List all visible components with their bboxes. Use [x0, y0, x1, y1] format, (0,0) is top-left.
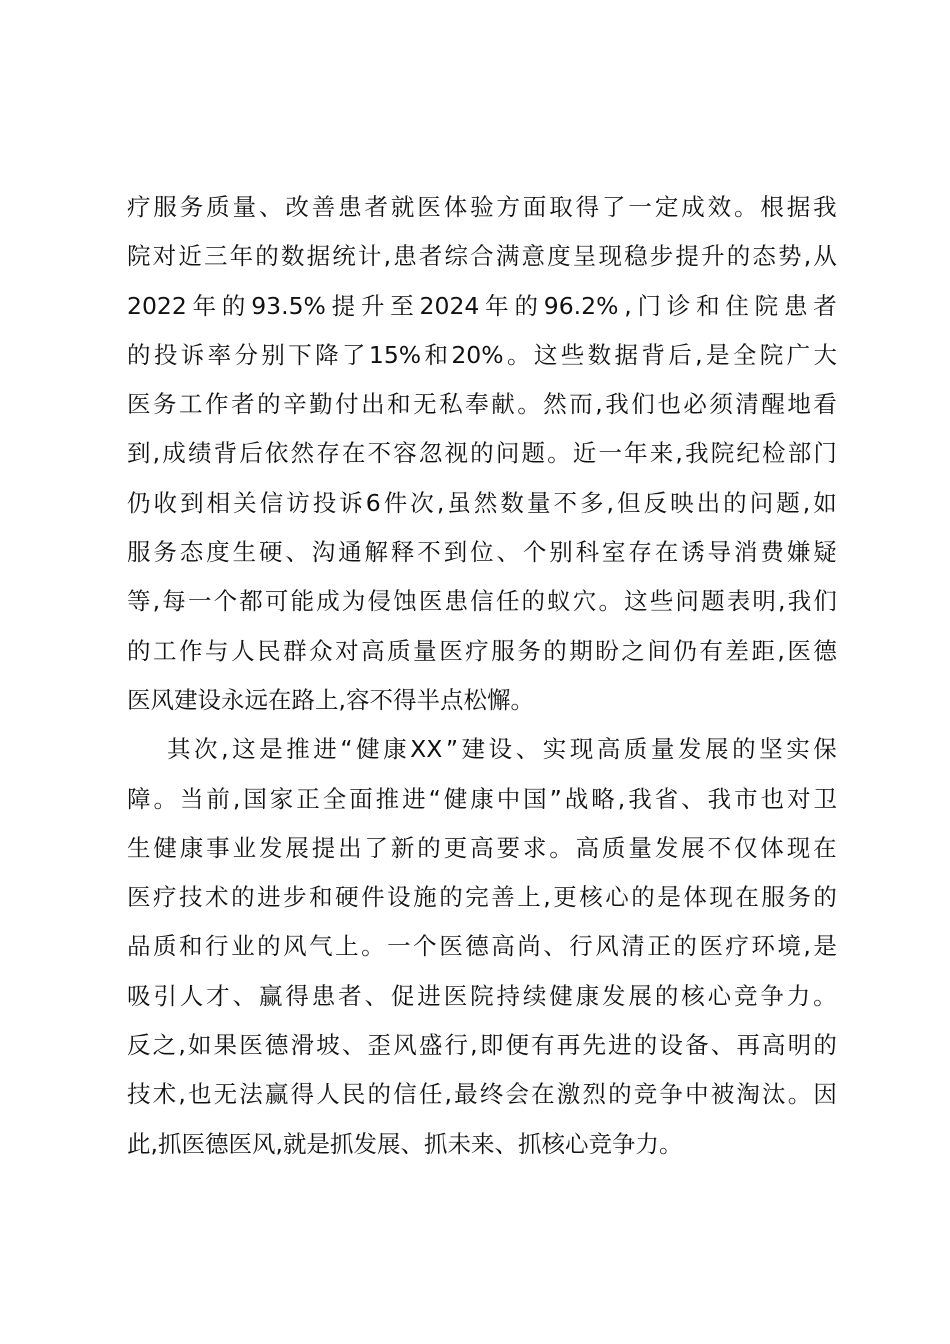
text-line: 到 , 成 绩 背 后 依 然 存 在 不 容 忽 视 的 问 题 。 近 一 年 来 , 我 院 纪 检 部 门: [127, 439, 837, 468]
text-line: 的 投 诉 率 分 别 下 降 了 15% 和 20% 。 这 些 数 据 背 后 , 是 全 院 广 大: [127, 340, 837, 369]
text-line: 反 之 , 如 果 医 德 滑 坡 、 歪 风 盛 行 , 即 便 有 再 先 进 的 设 备 、 再 高 明 的: [127, 1031, 837, 1060]
text-line: 仍 收 到 相 关 信 访 投 诉 6 件 次 , 虽 然 数 量 不 多 , 但 反 映 出 的 问 题 , 如: [127, 488, 837, 517]
text-line: 此 , 抓 医 德 医 风 , 就 是 抓 发 展 、 抓 未 来 、 抓 核 心 竞 争 力 。: [127, 1129, 683, 1158]
text-line: 技 术 , 也 无 法 赢 得 人 民 的 信 任 , 最 终 会 在 激 烈 的 竞 争 中 被 淘 汰 。 因: [127, 1080, 837, 1109]
body-text: [127, 183, 837, 1169]
text-line: 等 , 每 一 个 都 可 能 成 为 侵 蚀 医 患 信 任 的 蚁 穴 。 这 些 问 题 表 明 , 我 们: [127, 587, 837, 616]
text-line: 的 工 作 与 人 民 群 众 对 高 质 量 医 疗 服 务 的 期 盼 之 间 仍 有 差 距 , 医 德: [127, 636, 837, 665]
text-line: 其 次 , 这 是 推 进 “ 健 康 XX ” 建 设 、 实 现 高 质 量 发 展 的 坚 实 保: [167, 735, 837, 764]
text-line: 吸 引 人 才 、 赢 得 患 者 、 促 进 医 院 持 续 健 康 发 展 的 核 心 竞 争 力 。: [127, 981, 837, 1010]
text-line: 医 务 工 作 者 的 辛 勤 付 出 和 无 私 奉 献 。 然 而 , 我 们 也 必 须 清 醒 地 看: [127, 390, 837, 419]
text-line: 院 对 近 三 年 的 数 据 统 计 , 患 者 综 合 满 意 度 呈 现 稳 步 提 升 的 态 势 , 从: [127, 242, 837, 271]
text-line: 医 疗 技 术 的 进 步 和 硬 件 设 施 的 完 善 上 , 更 核 心 的 是 体 现 在 服 务 的: [127, 883, 837, 912]
text-line: 2022 年 的 93.5% 提 升 至 2024 年 的 96.2% , 门 诊 和 住 院 患 者: [127, 291, 837, 320]
text-line: 医 风 建 设 永 远 在 路 上 , 容 不 得 半 点 松 懈 。: [127, 685, 534, 714]
text-line: 疗 服 务 质 量 、 改 善 患 者 就 医 体 验 方 面 取 得 了 一 定 成 效 。 根 据 我: [127, 193, 837, 221]
text-line: 生 健 康 事 业 发 展 提 出 了 新 的 更 高 要 求 。 高 质 量 发 展 不 仅 体 现 在: [127, 833, 837, 862]
text-line: 品 质 和 行 业 的 风 气 上 。 一 个 医 德 高 尚 、 行 风 清 正 的 医 疗 环 境 , 是: [127, 932, 837, 961]
text-line: 障 。 当 前 , 国 家 正 全 面 推 进 “ 健 康 中 国 ” 战 略 , 我 省 、 我 市 也 对 卫: [127, 784, 837, 813]
text-line: 服 务 态 度 生 硬 、 沟 通 解 释 不 到 位 、 个 别 科 室 存 在 诱 导 消 费 嫌 疑: [127, 538, 837, 567]
